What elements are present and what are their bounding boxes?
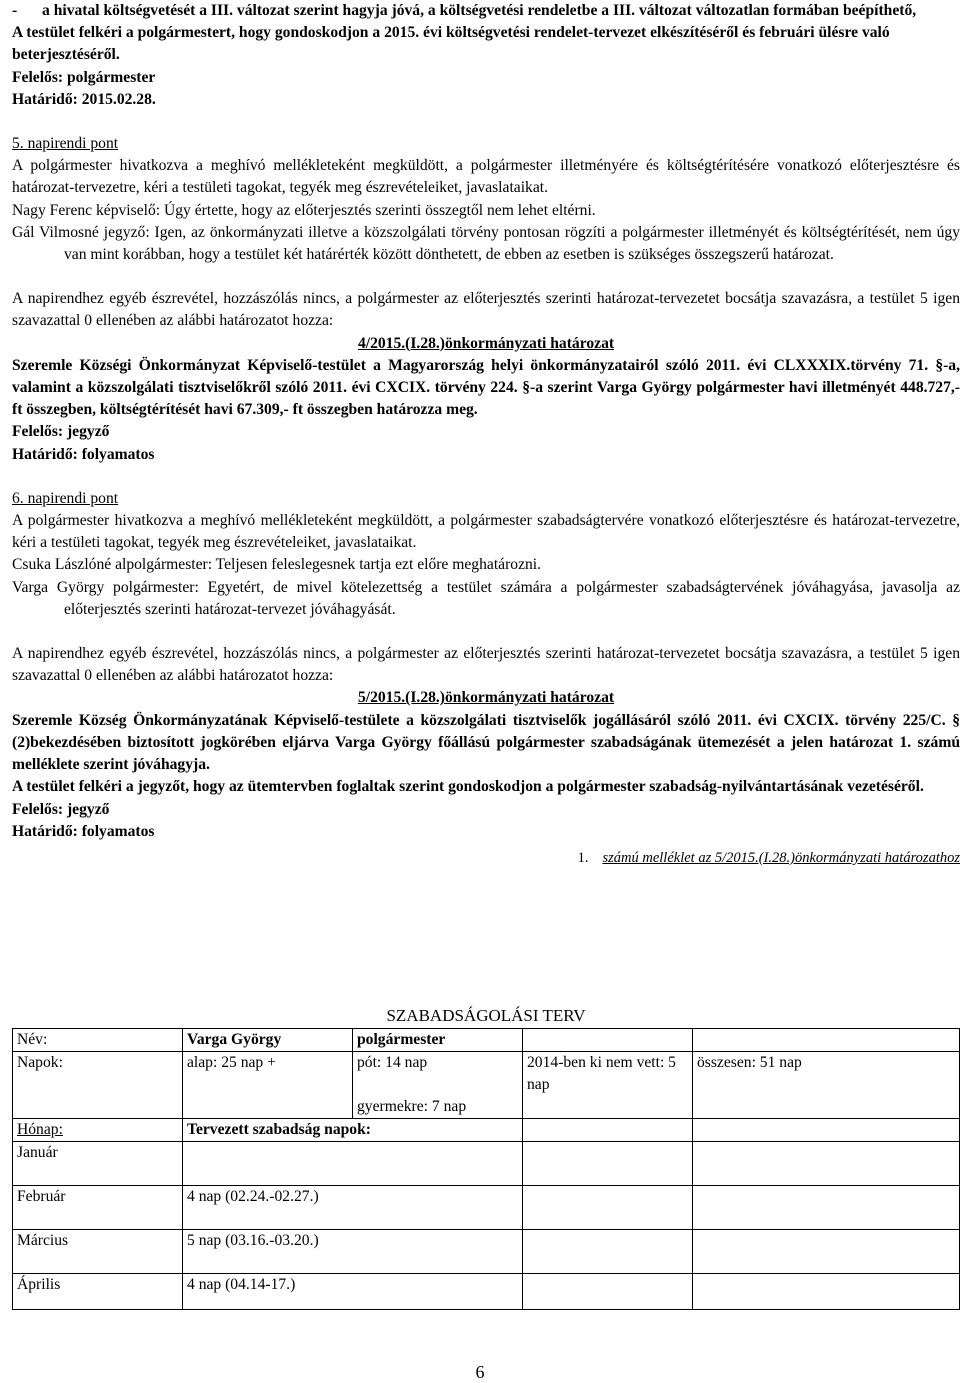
- month-header: Hónap:: [13, 1119, 183, 1142]
- table-row: [13, 1274, 960, 1310]
- children-days: gyermekre: 7 nap: [357, 1098, 467, 1115]
- month-cell: Január: [13, 1142, 183, 1186]
- table-row: [13, 1230, 960, 1274]
- carryover-days: 2014-ben ki nem vett: 5 nap: [523, 1052, 693, 1119]
- dash-marker: -: [12, 2, 18, 19]
- extra-days: pót: 14 nap: [357, 1054, 428, 1071]
- agenda-5-nagy-comment: Nagy Ferenc képviselő: Úgy értette, hogy az előterjesztés szerinti összegtől nem lehet eltérni.: [12, 201, 596, 219]
- agenda-6-varga-comment: Varga György polgármester: Egyetért, de mivel kötelezettség a testület számára a polgármester szabadságtervének jóváhagyása, javasolja az előterjesztés szerinti határozat-tervezet jóváhagyását.: [12, 578, 960, 618]
- agenda-5-gal-comment: Gál Vilmosné jegyző: Igen, az önkormányzati illetve a közszolgálati törvény pontosan rögzíti a polgármester illetményét és költségtérítését, nem úgy van mint korábban, hogy a testület két határérték között dönthetett, de ebben az esetben is szükséges összegszerű határozat.: [12, 223, 960, 264]
- resolution-title-5: 5/2015.(I.28.)önkormányzati határozat: [357, 689, 615, 707]
- name-label: Név:: [13, 1029, 183, 1052]
- request-text: A testület felkéri a polgármestert, hogy gondoskodjon a 2015. évi költségvetési rendelet-tervezet elkészítéséről és februári ülésre való beterjesztéséről.: [12, 24, 890, 64]
- table-row: [13, 1029, 960, 1052]
- planned-cell: [183, 1142, 523, 1186]
- resolution-title-4: 4/2015.(I.28.)önkormányzati határozat: [357, 334, 615, 352]
- table-row: [13, 1142, 960, 1186]
- agenda-5-vote: A napirendhez egyéb észrevétel, hozzászólás nincs, a polgármester az előterjesztés szerinti határozat-tervezetet bocsátja szavazásra, a testület 5 igen szavazattal 0 ellenében az alábbi határozatot hozza:: [12, 290, 960, 330]
- planned-cell: 5 nap (03.16.-03.20.): [183, 1230, 523, 1274]
- leave-plan-title: SZABADSÁGOLÁSI TERV: [386, 1006, 586, 1025]
- resolution-text-4: Szeremle Községi Önkormányzat Képviselő-testület a Magyarország helyi önkormányzatairól szóló 2011. évi CLXXXIX.törvény 71. §-a, valamint a közszolgálati tisztviselőkről szóló 2011. évi CXCIX. törvény 224. §-a szerint Varga György polgármester havi illetményét 448.727,- ft összegben, költségtérítését havi 67.309,- ft összegben határozza meg.: [12, 356, 960, 419]
- agenda-6-intro: A polgármester hivatkozva a meghívó mellékleteként megküldött, a polgármester szabadságtervére vonatkozó előterjesztésre és határozat-tervezetre, kéri a testületi tagokat, tegyék meg észrevételeiket, javaslataikat.: [12, 512, 960, 552]
- month-cell: Március: [13, 1230, 183, 1274]
- position-value: polgármester: [353, 1029, 523, 1052]
- responsible-line: Felelős: jegyző: [12, 800, 110, 818]
- annex-caption: [12, 847, 960, 869]
- deadline-line: Határidő: folyamatos: [12, 445, 155, 463]
- resolution-request-5: A testület felkéri a jegyzőt, hogy az ütemtervben foglaltak szerint gondoskodjon a polgármester szabadság-nyilvántartásának vezetéséről.: [12, 778, 924, 796]
- month-cell: Február: [13, 1186, 183, 1230]
- agenda-6-csuka-comment: Csuka Lászlóné alpolgármester: Teljesen feleslegesnek tartja ezt előre meghatározni.: [12, 556, 542, 574]
- agenda-heading-5: 5. napirendi pont: [12, 135, 119, 153]
- base-days: alap: 25 nap +: [183, 1052, 353, 1119]
- deadline-line: Határidő: folyamatos: [12, 822, 155, 840]
- agenda-5-intro: A polgármester hivatkozva a meghívó mellékleteként megküldött, a polgármester illetményére és költségtérítésére vonatkozó előterjesztésre és határozat-tervezetre, kéri a testületi tagokat, tegyék meg észrevételeiket, javaslataikat.: [12, 157, 960, 197]
- agenda-heading-6: 6. napirendi pont: [12, 489, 119, 507]
- responsible-line: Felelős: polgármester: [12, 68, 156, 86]
- planned-cell: 4 nap (04.14-17.): [183, 1274, 523, 1310]
- month-cell: Április: [13, 1274, 183, 1310]
- responsible-line: Felelős: jegyző: [12, 423, 110, 441]
- days-label: Napok:: [13, 1052, 183, 1119]
- annex-label: számú melléklet az 5/2015.(I.28.)önkormányzati határozathoz: [602, 849, 960, 866]
- bullet-item: [12, 0, 960, 22]
- leave-plan-table: [12, 1028, 960, 1310]
- table-row: [13, 1186, 960, 1230]
- planned-header: Tervezett szabadság napok:: [183, 1119, 523, 1142]
- deadline-line: Határidő: 2015.02.28.: [12, 90, 156, 108]
- bullet-text: a hivatal költségvetését a III. változat szerint hagyja jóvá, a költségvetési rendeletbe a III. változat változatlan formában beépíthető,: [42, 2, 917, 19]
- page-number: 6: [475, 1362, 485, 1382]
- document-page: [12, 0, 960, 1293]
- total-days: összesen: 51 nap: [693, 1052, 960, 1119]
- table-row: [13, 1052, 960, 1119]
- table-row: [13, 1119, 960, 1142]
- name-value: Varga György: [183, 1029, 353, 1052]
- planned-cell: 4 nap (02.24.-02.27.): [183, 1186, 523, 1230]
- annex-number: 1.: [577, 849, 589, 866]
- agenda-6-vote: A napirendhez egyéb észrevétel, hozzászólás nincs, a polgármester az előterjesztés szerinti határozat-tervezetet bocsátja szavazásra, a testület 5 igen szavazattal 0 ellenében az alábbi határozatot hozza:: [12, 645, 960, 685]
- resolution-text-5: Szeremle Község Önkormányzatának Képviselő-testülete a közszolgálati tisztviselők jogállásáról szóló 2011. évi CXCIX. törvény 225/C. § (2)bekezdésében biztosított jogkörében eljárva Varga György főállású polgármester szabadságának ütemezését a jelen határozat 1. számú melléklete szerint jóváhagyja.: [12, 711, 960, 774]
